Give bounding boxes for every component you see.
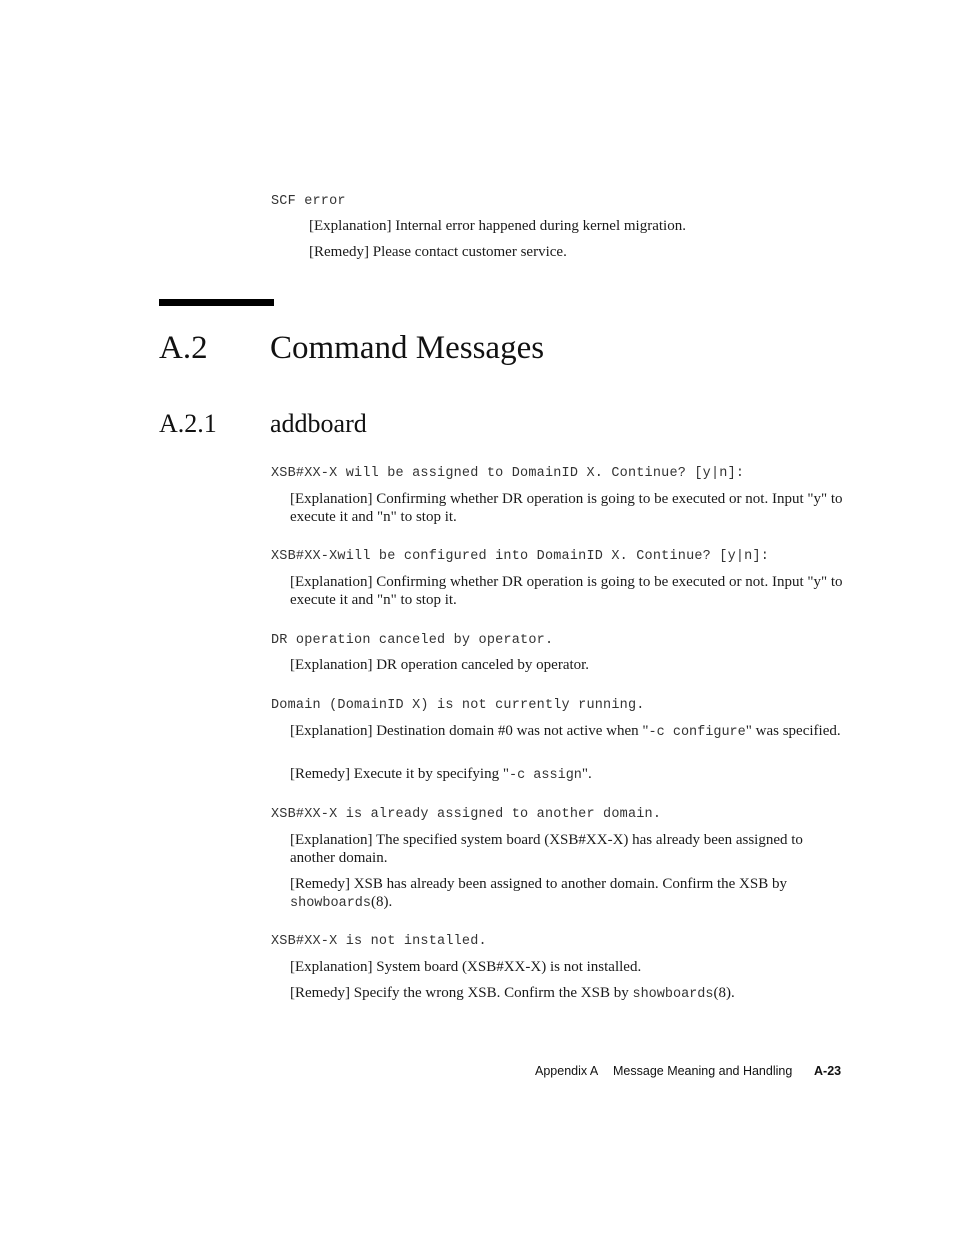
message-scf-error: SCF error	[271, 194, 346, 209]
explanation-4	[290, 722, 845, 742]
explanation-4-text-a: [Explanation] Destination domain #0 was not active when "	[290, 723, 649, 739]
message-1: XSB#XX-X will be assigned to DomainID X. Continue? [y|n]:	[271, 466, 745, 481]
remedy-6-text-a: [Remedy] Specify the wrong XSB. Confirm the XSB by	[290, 985, 633, 1001]
explanation-scf-error: [Explanation] Internal error happened during kernel migration.	[309, 218, 686, 234]
remedy-5	[290, 875, 845, 913]
explanation-6: [Explanation] System board (XSB#XX-X) is not installed.	[290, 959, 642, 975]
remedy-5-text-b: (8).	[371, 894, 393, 910]
message-5: XSB#XX-X is already assigned to another domain.	[271, 807, 662, 822]
explanation-5: [Explanation] The specified system board (XSB#XX-X) has already been assigned to another domain.	[290, 832, 803, 866]
footer-appendix: Appendix A	[535, 1064, 599, 1078]
remedy-4	[290, 765, 845, 785]
remedy-6-code: showboards	[632, 987, 714, 1002]
remedy-5-text-a: [Remedy] XSB has already been assigned to another domain. Confirm the XSB by	[290, 876, 787, 892]
remedy-5-code: showboards	[290, 896, 372, 911]
subsection-number: A.2.1	[159, 409, 217, 438]
explanation-1: [Explanation] Confirming whether DR operation is going to be executed or not. Input "y" to execute it and "n" to stop it.	[290, 491, 843, 525]
footer-title: Message Meaning and Handling	[613, 1064, 793, 1078]
explanation-2: [Explanation] Confirming whether DR operation is going to be executed or not. Input "y" to execute it and "n" to stop it.	[290, 574, 843, 608]
subsection-title: addboard	[270, 409, 367, 438]
message-6: XSB#XX-X is not installed.	[271, 934, 487, 949]
remedy-6-text-b: (8).	[713, 985, 735, 1001]
section-title: Command Messages	[270, 330, 545, 366]
remedy-6	[290, 984, 845, 1004]
section-rule	[159, 299, 274, 306]
remedy-4-text-a: [Remedy] Execute it by specifying "	[290, 766, 509, 782]
footer-page-number	[814, 1064, 841, 1078]
remedy-4-text-b: ".	[581, 766, 592, 782]
footer-page-number-text: A-23	[814, 1064, 842, 1078]
section-number: A.2	[159, 330, 208, 366]
explanation-3: [Explanation] DR operation canceled by operator.	[290, 657, 590, 673]
remedy-4-code: -c assign	[508, 768, 582, 783]
explanation-4-code: -c configure	[648, 725, 746, 740]
remedy-scf-error: [Remedy] Please contact customer service.	[309, 244, 567, 260]
message-4: Domain (DomainID X) is not currently running.	[271, 698, 645, 713]
message-3: DR operation canceled by operator.	[271, 633, 554, 648]
explanation-4-text-b: " was specified.	[745, 723, 841, 739]
message-2: XSB#XX-Xwill be configured into DomainID X. Continue? [y|n]:	[271, 549, 770, 564]
